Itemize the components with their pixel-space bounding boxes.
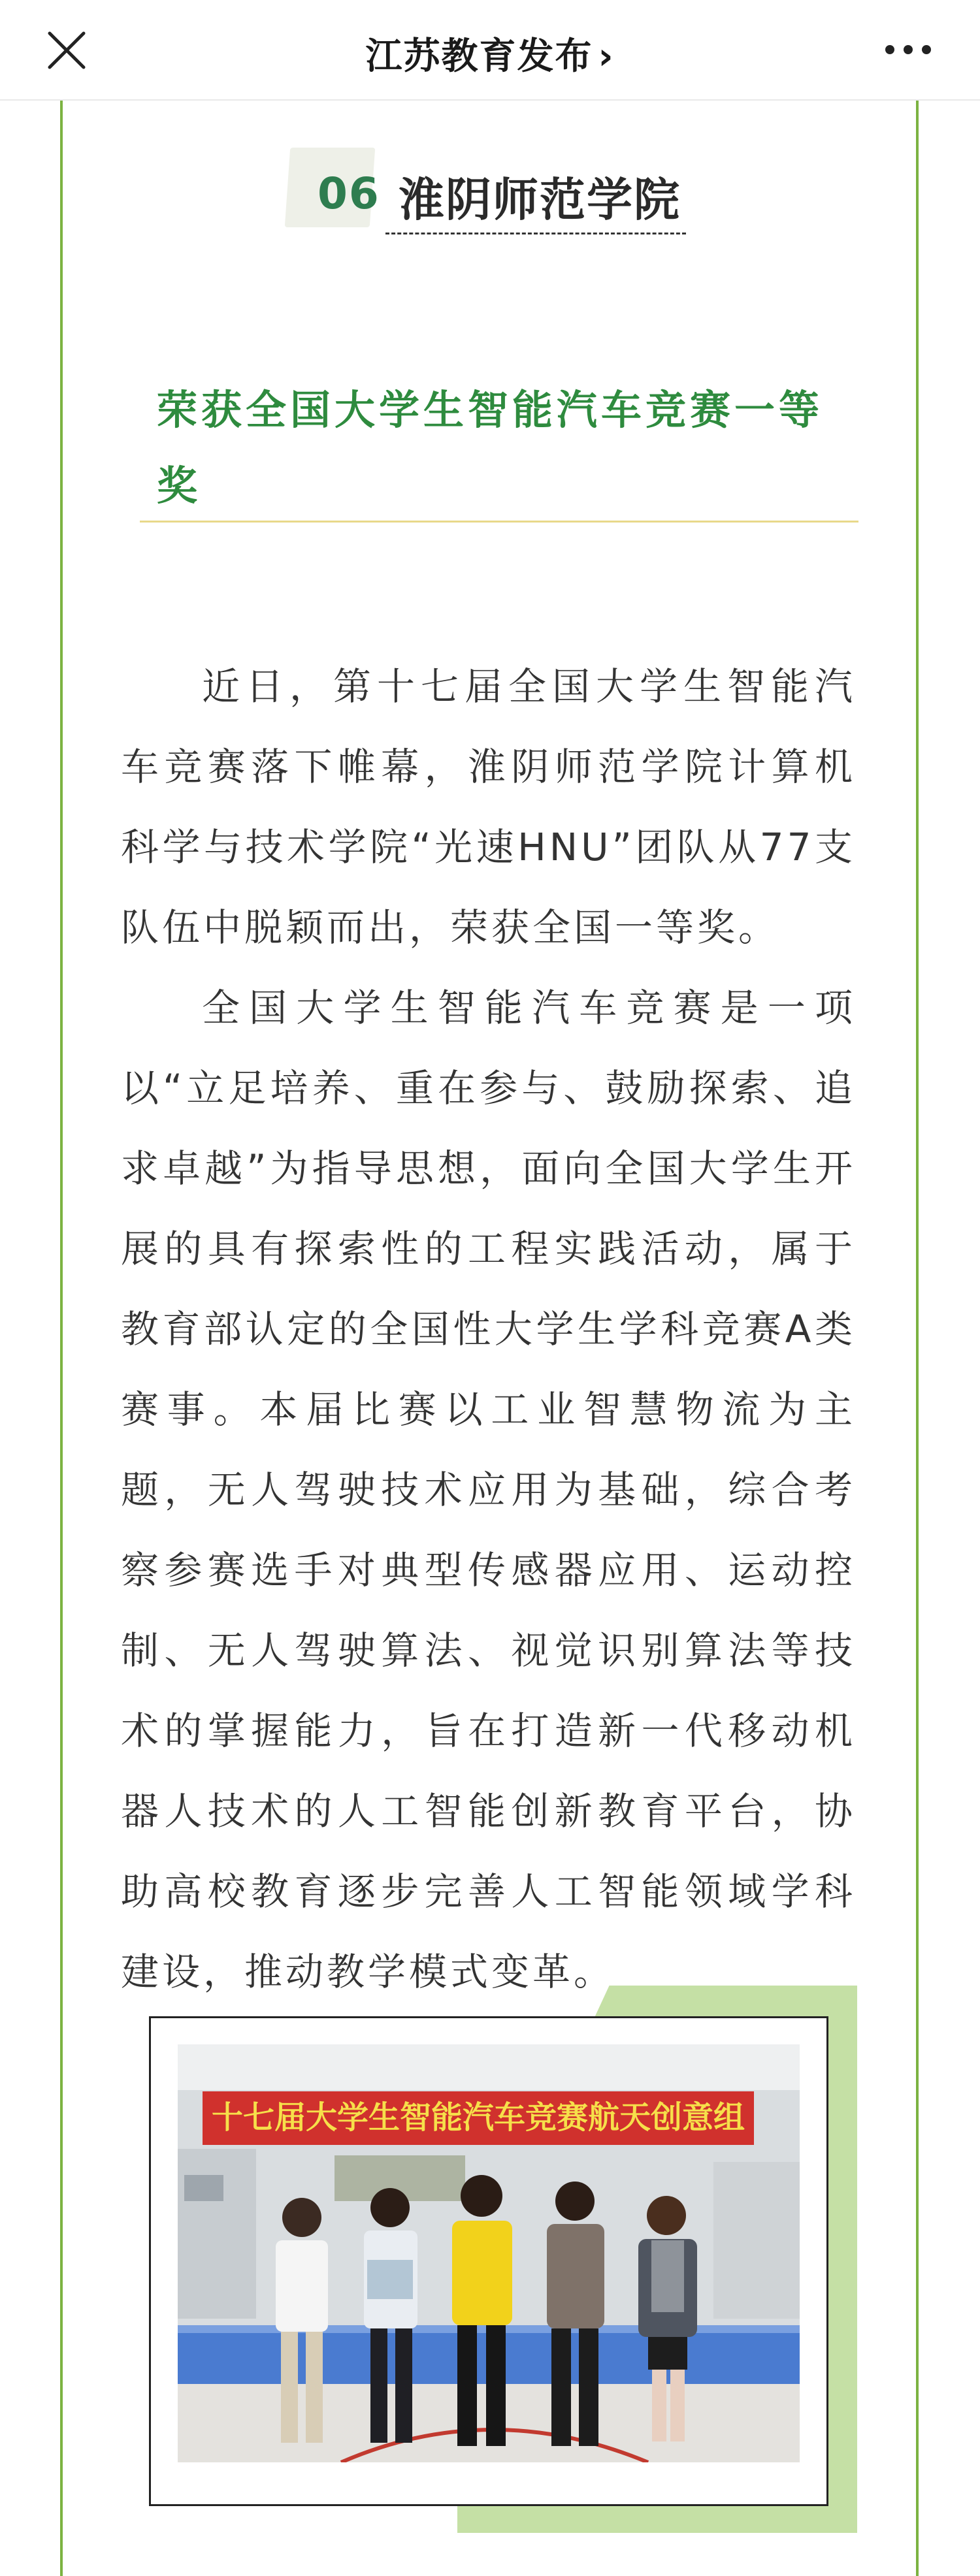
heading-divider xyxy=(140,521,858,523)
section-number: 06 xyxy=(318,169,380,219)
account-title[interactable] xyxy=(0,27,980,80)
more-icon[interactable] xyxy=(882,37,934,63)
frame-border-left xyxy=(60,101,63,2576)
top-nav-bar xyxy=(0,0,980,101)
paragraph: 近日，第十七届全国大学生智能汽车竞赛落下帷幕，淮阴师范学院计算机科学与技术学院“光速HNU”团队从77支队伍中脱颖而出，荣获全国一等奖。 xyxy=(121,664,856,950)
section-underline xyxy=(385,233,686,234)
account-name: 江苏教育发布 xyxy=(365,35,593,78)
chevron-right-icon: › xyxy=(598,35,615,78)
frame-border-right xyxy=(916,101,919,2576)
section-header xyxy=(287,144,693,242)
section-title: 淮阴师范学院 xyxy=(399,173,681,227)
team-photo[interactable] xyxy=(178,2044,800,2462)
article-heading: 荣获全国大学生智能汽车竞赛一等奖 xyxy=(157,386,824,509)
article-body xyxy=(121,647,856,2012)
paragraph: 全国大学生智能汽车竞赛是一项以“立足培养、重在参与、鼓励探索、追求卓越”为指导思想，面向全国大学生开展的具有探索性的工程实践活动，属于教育部认定的全国性大学生学科竞赛A类赛事。本届比赛以工业智慧物流为主题，无人驾驶技术应用为基础，综合考察参赛选手对典型传感器应用、运动控制、无人驾驶算法、视觉识别算法等技术的掌握能力，旨在打造新一代移动机器人技术的人工智能创新教育平台，协助高校教育逐步完善人工智能领域学科建设，推动教学模式变革。 xyxy=(121,986,856,1994)
photo-banner-text: 十七届大学生智能汽车竞赛航天创意组 xyxy=(211,2099,745,2136)
